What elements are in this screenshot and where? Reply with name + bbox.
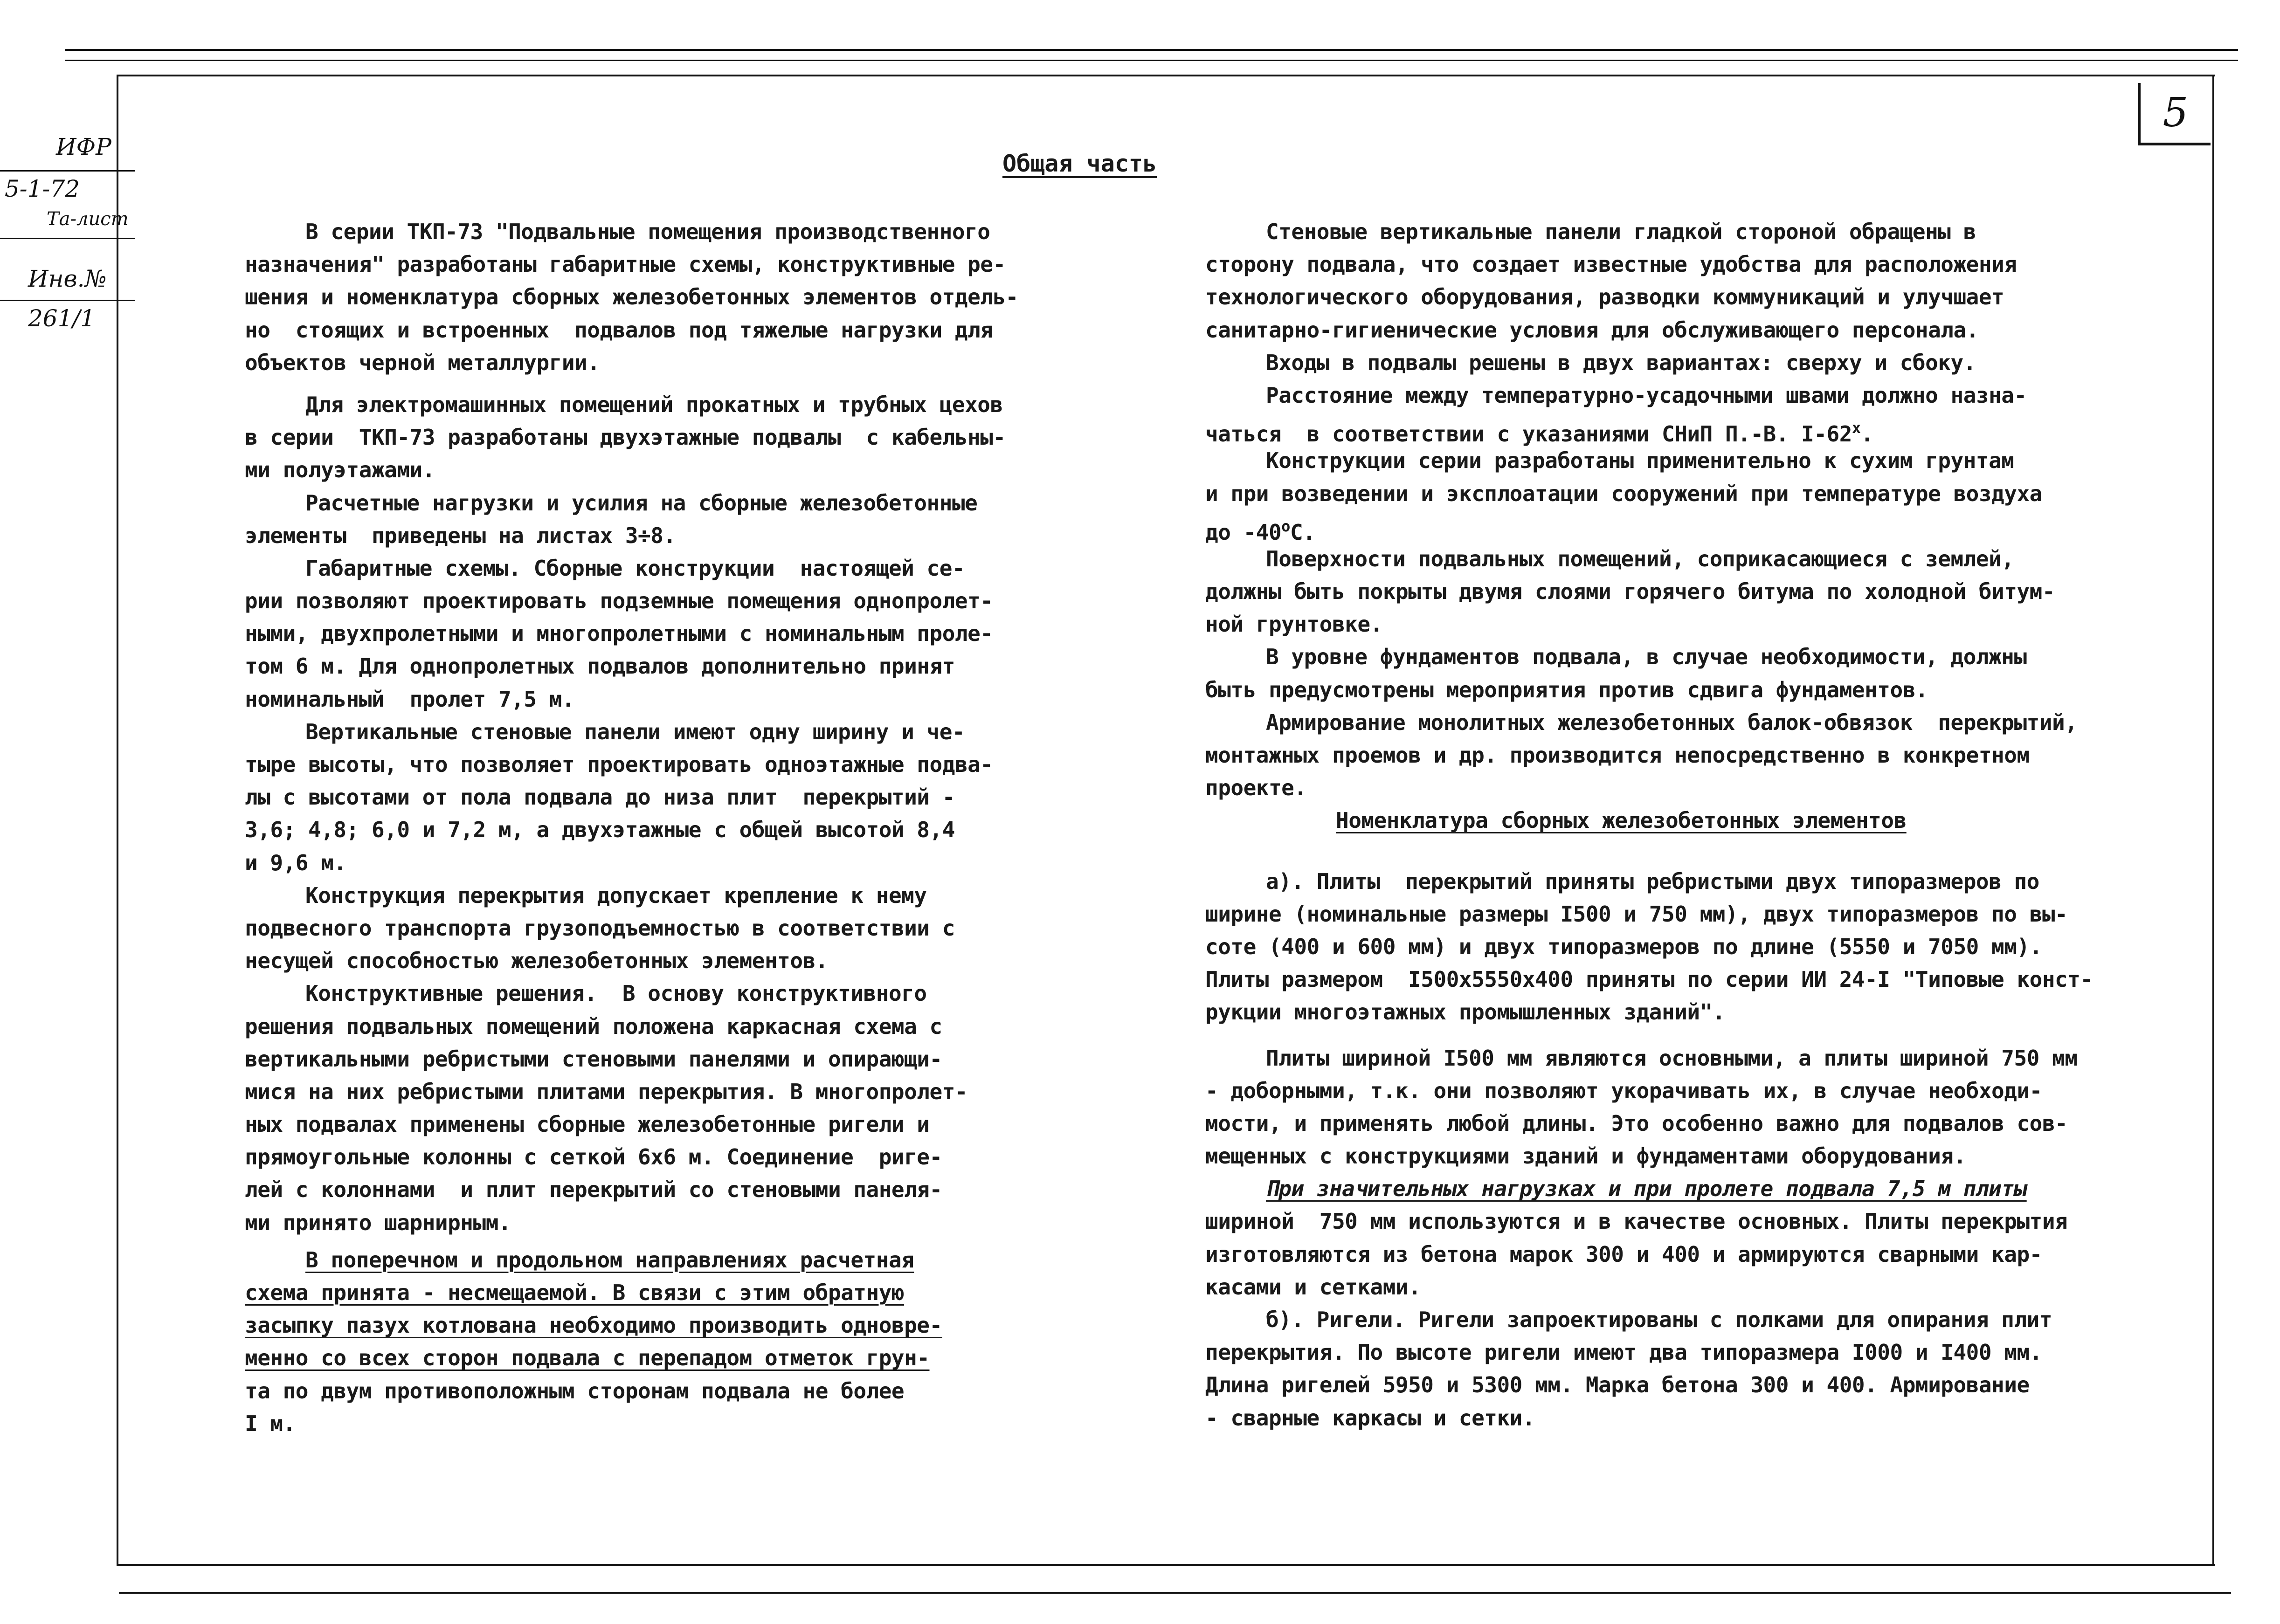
text-line: Конструкции серии разработаны применительно к сухим грунтам: [1266, 448, 2014, 474]
header-rule: [65, 60, 2238, 61]
text-line: прямоугольные колонны с сеткой 6х6 м. Соединение риге-: [245, 1144, 942, 1170]
text-line: рукции многоэтажных промышленных зданий".: [1205, 999, 1725, 1025]
page-number: 5: [2138, 83, 2211, 145]
celsius-unit: С.: [1290, 519, 1316, 545]
text-line: Входы в подвалы решены в двух вариантах: сверху и сбоку.: [1266, 350, 1976, 375]
text-line: а). Плиты перекрытий приняты ребристыми двух типоразмеров по: [1266, 868, 2039, 894]
text-line: санитарно-гигиенические условия для обслуживающего персонала.: [1205, 317, 1979, 343]
text-line: тыре высоты, что позволяет проектировать одноэтажные подва-: [245, 752, 993, 777]
frame-bottom: [117, 1564, 2215, 1566]
text-line: Стеновые вертикальные панели гладкой стороной обращены в: [1266, 219, 1976, 244]
text-line: чаться в соответствии с указаниями СНиП П.-В. $I-62^х$.: [1205, 419, 1873, 447]
frame-top: [117, 75, 2215, 76]
degree-sign: о: [1281, 517, 1290, 535]
text-line: монтажных проемов и др. производится непосредственно в конкретном: [1205, 743, 2030, 768]
text-line: мися на них ребристыми плитами перекрытия. В многопролет-: [245, 1079, 968, 1104]
text-line: решения подвальных помещений положена каркасная схема с: [245, 1013, 942, 1039]
text-line: изготовляются из бетона марок 300 и 400 и армируются сварными кар-: [1205, 1241, 2042, 1267]
text-line: лы с высотами от пола подвала до низа плит перекрытий -: [245, 784, 955, 810]
temperature-text: до -40: [1205, 519, 1282, 545]
text-line: перекрытия. По высоте ригели имеют два типоразмера I000 и I400 мм.: [1205, 1340, 2042, 1365]
text-line: Конструкция перекрытия допускает крепление к нему: [305, 882, 927, 908]
text-line: менно со всех сторон подвала с перепадом отметок грун-: [245, 1345, 930, 1371]
text-line: технологического оборудования, разводки коммуникаций и улучшает: [1205, 284, 2004, 310]
text-line: касами и сетками.: [1205, 1274, 1421, 1300]
text-line: Расстояние между температурно-усадочными швами должно назна-: [1266, 382, 2027, 408]
left-column: [245, 215, 1084, 1440]
text-line: ширине (номинальные размеры I500 и 750 мм), двух типоразмеров по вы-: [1205, 901, 2068, 927]
text-line: мости, и применять любой длины. Это особенно важно для подвалов сов-: [1205, 1110, 2068, 1136]
text-line: Вертикальные стеновые панели имеют одну ширину и че-: [305, 719, 965, 744]
text-line: При значительных нагрузках и при пролете подвала 7,5 м плиты: [1266, 1176, 2027, 1202]
page-title: Общая часть: [1002, 150, 1157, 177]
text-line: - доборными, т.к. они позволяют укорачивать их, в случае необходи-: [1205, 1078, 2042, 1103]
text-line: том 6 м. Для однопролетных подвалов дополнительно принят: [245, 654, 955, 679]
top-rule: [65, 49, 2238, 51]
text-line: объектов черной металлургии.: [245, 350, 600, 375]
text-line: быть предусмотрены мероприятия против сдвига фундаментов.: [1205, 677, 1928, 702]
text-line: Поверхности подвальных помещений, соприкасающиеся с землей,: [1266, 546, 2014, 571]
text-line: должны быть покрыты двумя слоями горячего битума по холодной битум-: [1205, 579, 2055, 605]
text-line: схема принята - несмещаемой. В связи с этим обратную: [245, 1280, 905, 1305]
stamp-line-5: 261/1: [28, 305, 96, 332]
text-line: - сварные каркасы и сетки.: [1205, 1405, 1535, 1431]
stamp-line-1: ИФР: [0, 135, 135, 172]
text-line: ной грунтовке.: [1205, 612, 1383, 637]
text-line: в серии ТКП-73 разработаны двухэтажные подвалы с кабельны-: [245, 425, 1006, 450]
text-line: Конструктивные решения. В основу конструктивного: [305, 981, 927, 1006]
text-line: I м.: [245, 1411, 296, 1436]
text-line: подвесного транспорта грузоподъемностью в соответствии с: [245, 915, 955, 941]
text-line: Плиты размером I500х5550х400 приняты по серии ИИ 24-I "Типовые конст-: [1205, 967, 2093, 992]
right-column: [1205, 215, 2198, 1434]
bottom-rule: [119, 1592, 2231, 1594]
text-line: шения и номенклатура сборных железобетонных элементов отдель-: [245, 284, 1018, 310]
text-line: несущей способностью железобетонных элементов.: [245, 948, 828, 974]
text-line: сторону подвала, что создает известные удобства для расположения: [1205, 252, 2017, 277]
text-line: элементы приведены на листах 3÷8.: [245, 523, 676, 548]
text-line: та по двум противоположным сторонам подвала не более: [245, 1378, 905, 1404]
stamp-line-4: Инв.№: [0, 267, 135, 301]
snip-reference: чаться в соответствии с указаниями СНиП П.-В. I-62: [1205, 421, 1852, 447]
section-heading: Номенклатура сборных железобетонных элементов: [1336, 808, 1907, 833]
text-line: рии позволяют проектировать подземные помещения однопролет-: [245, 588, 993, 614]
stamp-line-2: 5-1-72: [5, 175, 80, 202]
superscript-x: х: [1852, 419, 1861, 437]
text-line: засыпку пазух котлована необходимо производить одновре-: [245, 1313, 942, 1338]
text-line: вертикальными ребристыми стеновыми панелями и опирающи-: [245, 1046, 942, 1072]
text-line: и при возведении и эксплоатации сооружений при температуре воздуха: [1205, 481, 2042, 506]
text-line: В уровне фундаментов подвала, в случае необходимости, должны: [1266, 644, 2027, 670]
text-line: ных подвалах применены сборные железобетонные ригели и: [245, 1112, 930, 1137]
text-line: Длина ригелей 5950 и 5300 мм. Марка бетона 300 и 400. Армирование: [1205, 1372, 2030, 1398]
text-line: лей с колоннами и плит перекрытий со стеновыми панеля-: [245, 1177, 942, 1203]
stamp-line-3: Та-лист: [0, 210, 135, 239]
text-line: Плиты шириной I500 мм являются основными, а плиты шириной 750 мм: [1266, 1045, 2078, 1071]
margin-stamp: [0, 135, 135, 339]
text-line: номинальный пролет 7,5 м.: [245, 686, 575, 712]
text-line: ми принято шарнирным.: [245, 1210, 511, 1235]
text-line: соте (400 и 600 мм) и двух типоразмеров по длине (5550 и 7050 мм).: [1205, 934, 2042, 959]
text-line: [1205, 510, 2198, 543]
text-line: ными, двухпролетными и многопролетными с номинальным проле-: [245, 621, 993, 647]
text-line: но стоящих и встроенных подвалов под тяжелые нагрузки для: [245, 317, 993, 343]
text-line: 3,6; 4,8; 6,0 и 7,2 м, а двухэтажные с общей высотой 8,4: [245, 817, 955, 843]
text-line: и 9,6 м.: [245, 850, 346, 875]
text-line: В серии ТКП-73 "Подвальные помещения производственного: [305, 219, 990, 244]
text-line: ми полуэтажами.: [245, 457, 435, 483]
text-line: шириной 750 мм используются и в качестве основных. Плиты перекрытия: [1205, 1209, 2068, 1234]
text-line: б). Ригели. Ригели запроектированы с полками для опирания плит: [1266, 1307, 2052, 1332]
text-line: Габаритные схемы. Сборные конструкции настоящей се-: [305, 555, 965, 581]
text-line: Армирование монолитных железобетонных балок-обвязок перекрытий,: [1266, 709, 2078, 735]
text-line: проекте.: [1205, 775, 1307, 801]
text-line: мещенных с конструкциями зданий и фундаментами оборудования.: [1205, 1143, 1966, 1169]
text-line: Расчетные нагрузки и усилия на сборные железобетонные: [305, 490, 978, 516]
text-line: назначения" разработаны габаритные схемы, конструктивные ре-: [245, 252, 1006, 277]
text-line: В поперечном и продольном направлениях расчетная: [305, 1247, 914, 1273]
text-line: Для электромашинных помещений прокатных и трубных цехов: [305, 392, 1003, 417]
